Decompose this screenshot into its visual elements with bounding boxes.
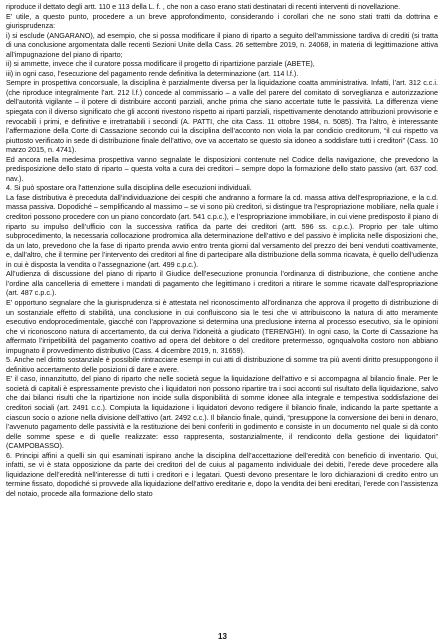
paragraph-4: ii) si ammette, invece che il curatore possa modificare il progetto di ripartizione parziale (ABETE), [6, 59, 315, 69]
document-body [6, 2, 438, 498]
paragraph-12: 5. Anche nel diritto sostanziale è possibile rintracciare esempi in cui atti di distribuzione di somme tra più aventi diritto presuppongono il definitivo accertamento delle posizioni di dare e avere. [6, 355, 438, 374]
paragraph-10: All’udienza di discussione del piano di riparto il Giudice dell’esecuzione pronuncia l’ordinanza di distribuzione, che contiene anche l’ordine alla cancelleria di emettere i mandati di pagamento che legittimano i creditori a ritirare le somme ricavate dall’espropriazione (art. 487 c.p.c.). [6, 269, 438, 298]
paragraph-2: E’ utile, a questo punto, procedere a un breve approfondimento, considerando i corollari che ne sono stati tratti da dottrina e giurisprudenza: [6, 11, 438, 31]
paragraph-1: riproduce il dettato degli artt. 110 e 113 della L. f. , che non a caso erano stati destinatari di recenti interventi di novellazione. [6, 2, 401, 11]
paragraph-9: La fase distributiva è preceduta dall’individuazione dei cespiti che andranno a formare la cd. massa attiva dell’espropriazione, e la c.d. massa passiva. Dopodiché – semplificando al massimo – se vi sono più creditori, si distingue tra l’espropriazione mobiliare, nella quale i creditori possono procedere con un piano concordato (art. 541 c.p.c.), e l’espropriazione immobiliare, in cui viene predisposto il piano di riparto su impulso dell’ufficio con la successiva ratifica da parte dei creditori (artt. 596 ss. c.p.c.). Proprio per tale ultimo subprocedimento, la necessaria collocazione prodromica alla determinazione dell’attivo e del passivo è implicita nelle disposizioni che, da un lato, prevedono che la fase di riparto prenda avvio entro trenta giorni dal versamento del prezzo dei beni venduti coattivamente, e, dall’altro, che il termine per l’intervento dei creditori al fine di partecipare alla distribuzione della somma ricavata, è quello dell’udienza in cui è disposta la vendita o l’assegnazione (art. 499 c.p.c.). [6, 192, 438, 269]
paragraph-3: i) si esclude (ANGARANO), ad esempio, che si possa modificare il piano di riparto a seguito dell’ammissione tardiva di crediti (si tratta di una conclusione argomentata dalle recenti Sezioni Unite della Cass. 26 settembre 2019, n. 24068, in materia di legittimazione attiva all’impugnazione del piano di riparto; [6, 30, 438, 59]
paragraph-7: Ed ancora nella medesima prospettiva vanno segnalate le disposizioni contenute nel Codice della navigazione, che prevedono la predisposizione dello stato di riparto – questa volta a cura dei creditori – sempre dopo la formazione dello stato passivo (art. 637 cod. nav.). [6, 154, 438, 183]
paragraph-6: Sempre in prospettiva concorsuale, la disciplina è parzialmente diversa per la liquidazione coatta amministrativa. Infatti, l’art. 312 c.c.i. (che riproduce integralmente l’art. 212 l.f.) concede al commissario – a valle del parere del comitato di sorveglianza e autorizzazione dell’autorità vigilante – il potere di distribuire acconti parziali, anche prima che siano accertate tutte le passività. La differenza viene spiegata con il diverso significato che gli acconti rivestono rispetto ai riparti parziali, rispettivamente denotando attribuzioni provvisorie e revocabili i primi, e definitive e irretrattabili i secondi (A. PATTI, che cita Cass. 11 ottobre 1984, n. 5085). Tra l’altro, è interessante l’affermazione della Corte di Cassazione secondo cui la disciplina dell’acconto non viola la par condicio creditorum, “il cui rispetto va piuttosto verificato in sede di distribuzione finale dell’attivo, ove va accertato se questo sia idoneo a soddisfare tutti i creditori” (Cass. 10 marzo 2015, n. 4741). [6, 78, 438, 155]
page-number: 13 [218, 632, 227, 641]
paragraph-14: 6. Principi affini a quelli sin qui esaminati ispirano anche la disciplina dell’accettazione dell’eredità con beneficio di inventario. Qui, infatti, se vi è stata opposizione da parte dei creditori del de cuius al pagamento individuale dei debiti, l’erede deve procedere alla liquidazione dell’eredità nell’interesse di tutti i creditori e i legatari. Questi devono presentare le loro dichiarazioni di credito entro un termine fissato, dopodiché si provvede alla liquidazione dell’attivo ereditarie e, dopo la vendita dei beni ereditari, l’erede con l’assistenza del notaio, procede alla formazione dello stato [6, 450, 438, 498]
paragraph-13: E’ il caso, innanzitutto, del piano di riparto che nelle società segue la liquidazione dell’attivo e si accompagna al bilancio finale. Per le società di capitali è espressamente previsto che i liquidatori non possono ripartire tra i soci acconti sul risultato della liquidazione, salvo che dai bilanci risulti che la ripartizione non incide sulla disponibilità di somme idonee alla integrale e tempestiva soddisfazione dei creditori sociali (art. 2491 c.c.). Compiuta la liquidazione i liquidatori devono redigere il bilancio finale, indicando la parte spettante a ciascun socio o azione nella divisione dell’attivo (art. 2492 c.c.). Il bilancio finale, quindi, “presuppone la conversione dei beni in denaro, l’avvenuto pagamento delle passività e la restituzione dei beni conferiti in godimento e consiste in un documento nel quale si dà conto delle somme spese e di quelle realizzate: esso rappresenta, sostanzialmente, il rendiconto della gestione dei liquidatori” (CAMPOBASSO). [6, 374, 438, 451]
paragraph-5: iii) in ogni caso, l’esecuzione del pagamento rende definitiva la determinazione (art. 114 l.f.). [6, 68, 299, 78]
paragraph-8: 4. Si può spostare ora l’attenzione sulla disciplina delle esecuzioni individuali. [6, 183, 252, 193]
paragraph-11: E’ opportuno segnalare che la giurisprudenza si è attestata nel riconoscimento all’ordinanza che approva il progetto di distribuzione di un sostanziale effetto di stabilità, una conclusione in cui confluiscono sia le tesi che vi attribuiscono la natura di atto meramente esecutivo endoprocedimentale, giacché con l’approvazione si determina una preclusione interna al processo esecutivo, sia le opinioni che vi riconoscono natura di accertamento, da cui deriva l’idoneità a giudicato (TERENGHI). In ogni caso, la Corte di Cassazione ha affermato l’irripetibilità del pagamento coattivo ad opera del debitore o del creditore pretermesso, ognqualvolta costoro non abbiano impugnato il provvedimento distributivo (Cass. 4 dicembre 2019, n. 31659). [6, 297, 438, 355]
